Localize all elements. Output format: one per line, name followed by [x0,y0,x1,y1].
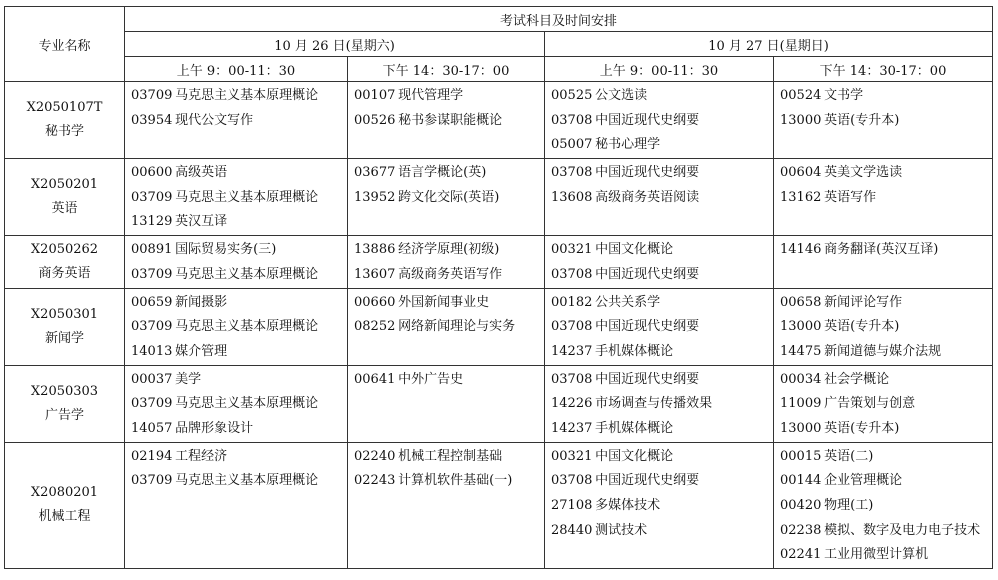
slot-cell [774,365,993,442]
course-entry [131,445,341,470]
slot-header-4: 下午 14：30-17：00 [774,57,993,82]
course-subject: 中外广告史 [398,371,464,387]
exam-schedule-table [4,6,993,569]
course-code: 00658 [780,294,822,310]
day-header-2: 10 月 27 日(星期日) [545,32,993,57]
slot-header-2: 下午 14：30-17：00 [348,57,545,82]
course-subject: 工业用微型计算机 [824,547,929,563]
major-code: X2050107T [26,100,103,116]
course-entry [551,133,767,158]
course-code: 14237 [551,343,593,359]
course-code: 03709 [131,189,173,205]
major-cell [5,442,125,568]
course-entry [780,445,986,470]
slot-cell [125,442,348,568]
course-subject: 马克思主义基本原理概论 [175,319,319,335]
slot-cell [774,288,993,365]
slot-cell [348,82,545,159]
major-name: 机械工程 [38,509,91,525]
course-code: 13886 [354,242,396,258]
major-cell [5,288,125,365]
course-subject: 中国文化概论 [595,242,674,258]
course-code: 13129 [131,214,173,230]
course-subject: 新闻摄影 [175,294,228,310]
course-code: 13000 [780,112,822,128]
course-code: 03709 [131,473,173,489]
course-subject: 模拟、数字及电力电子技术 [824,522,981,538]
course-code: 08252 [354,319,396,335]
course-subject: 手机媒体概论 [595,343,674,359]
course-code: 00321 [551,448,593,464]
course-subject: 高级商务英语写作 [398,266,503,282]
course-code: 00037 [131,371,173,387]
course-subject: 英语写作 [824,189,877,205]
course-code: 02241 [780,547,822,563]
course-entry [354,161,538,186]
course-code: 28440 [551,522,593,538]
course-subject: 英语(二) [824,448,874,464]
course-subject: 马克思主义基本原理概论 [175,396,319,412]
course-subject: 中国近现代史纲要 [595,371,700,387]
course-subject: 手机媒体概论 [595,420,674,436]
table-row [5,236,993,288]
course-code: 02243 [354,473,396,489]
schedule-body [5,82,993,569]
major-cell [5,236,125,288]
course-entry [354,186,538,211]
course-entry [354,315,538,340]
course-entry [780,186,986,211]
course-subject: 外国新闻事业史 [398,294,490,310]
course-entry [131,84,341,109]
course-subject: 高级商务英语阅读 [595,189,700,205]
course-code: 00420 [780,498,822,513]
course-code: 14057 [131,420,173,436]
course-subject: 马克思主义基本原理概论 [175,88,319,103]
major-name: 商务英语 [38,265,91,281]
course-entry [780,368,986,393]
slot-cell [125,288,348,365]
course-entry [780,417,986,442]
course-subject: 社会学概论 [824,371,890,387]
course-code: 03708 [551,165,593,181]
course-subject: 中国近现代史纲要 [595,266,700,282]
course-code: 11009 [780,396,822,412]
major-name: 秘书学 [44,124,84,140]
course-subject: 马克思主义基本原理概论 [175,266,319,282]
exam-schedule-sheet [4,6,992,569]
course-code: 03708 [551,266,593,282]
course-entry [354,263,538,288]
course-entry [131,109,341,134]
major-cell [5,159,125,236]
course-entry [780,494,986,519]
course-entry [551,417,767,442]
course-subject: 物理(工) [824,498,874,513]
course-entry [354,84,538,109]
course-entry [551,519,767,544]
slot-cell [125,159,348,236]
course-entry [131,186,341,211]
day-header-1: 10 月 26 日(星期六) [125,32,545,57]
course-subject: 机械工程控制基础 [398,448,503,464]
course-subject: 媒介管理 [175,343,228,359]
course-subject: 国际贸易实务(三) [175,242,277,258]
course-entry [551,315,767,340]
course-entry [354,291,538,316]
course-code: 00660 [354,294,396,310]
slot-cell [545,82,774,159]
course-subject: 高级英语 [175,165,228,181]
course-code: 03709 [131,266,173,282]
major-name: 新闻学 [44,330,84,346]
course-subject: 计算机软件基础(一) [398,473,513,489]
slot-cell [774,442,993,568]
slot-cell [125,365,348,442]
course-subject: 测试技术 [595,522,648,538]
course-code: 00321 [551,242,593,258]
slot-cell [545,236,774,288]
course-subject: 中国近现代史纲要 [595,165,700,181]
table-row [5,442,993,568]
course-entry [551,186,767,211]
course-code: 14146 [780,242,822,258]
course-code: 03954 [131,112,173,128]
major-column-header: 专业名称 [5,7,125,82]
course-subject: 英语(专升本) [824,420,900,436]
course-entry [780,315,986,340]
course-entry [780,109,986,134]
major-code: X2050301 [30,306,99,322]
course-code: 03708 [551,319,593,335]
course-subject: 公文选读 [595,88,648,103]
course-entry [354,109,538,134]
course-entry [780,291,986,316]
course-subject: 现代公文写作 [175,112,254,128]
course-subject: 中国文化概论 [595,448,674,464]
course-code: 03709 [131,319,173,335]
course-code: 14237 [551,420,593,436]
course-code: 03708 [551,473,593,489]
course-subject: 中国近现代史纲要 [595,112,700,128]
course-subject: 马克思主义基本原理概论 [175,473,319,489]
course-entry [551,469,767,494]
course-subject: 新闻道德与媒介法规 [824,343,942,359]
course-code: 00659 [131,294,173,310]
course-code: 02238 [780,522,822,538]
slot-cell [545,159,774,236]
course-subject: 英语(专升本) [824,112,900,128]
course-subject: 新闻评论写作 [824,294,903,310]
course-entry [131,315,341,340]
course-subject: 文书学 [824,88,864,103]
major-code: X2050201 [30,177,99,193]
course-entry [551,494,767,519]
course-code: 00034 [780,371,822,387]
course-subject: 中国近现代史纲要 [595,319,700,335]
course-code: 00524 [780,88,822,103]
course-entry [551,291,767,316]
course-subject: 中国近现代史纲要 [595,473,700,489]
course-entry [780,84,986,109]
major-cell [5,365,125,442]
course-entry [131,469,341,494]
major-cell [5,82,125,159]
course-code: 00015 [780,448,822,464]
course-entry [780,469,986,494]
course-entry [131,238,341,263]
table-row [5,82,993,159]
course-entry [551,392,767,417]
course-entry [551,445,767,470]
course-subject: 商务翻译(英汉互译) [824,242,939,258]
course-code: 00525 [551,88,593,103]
course-subject: 秘书心理学 [595,137,661,153]
slot-cell [348,236,545,288]
course-subject: 语言学概论(英) [398,165,487,181]
course-entry [551,161,767,186]
course-entry [354,469,538,494]
course-code: 13607 [354,266,396,282]
course-code: 00144 [780,473,822,489]
course-code: 14226 [551,396,593,412]
major-code: X2080201 [30,485,99,501]
course-code: 14475 [780,343,822,359]
course-code: 00600 [131,165,173,181]
course-subject: 广告策划与创意 [824,396,916,412]
slot-cell [348,365,545,442]
course-entry [354,238,538,263]
course-subject: 英美文学选读 [824,165,903,181]
course-entry [551,84,767,109]
slot-cell [545,365,774,442]
course-code: 13000 [780,319,822,335]
course-code: 13162 [780,189,822,205]
major-code: X2050303 [30,383,99,399]
course-entry [780,543,986,568]
course-subject: 网络新闻理论与实务 [398,319,516,335]
course-entry [780,340,986,365]
course-code: 03709 [131,396,173,412]
major-code: X2050262 [30,241,99,257]
course-entry [551,263,767,288]
course-code: 13952 [354,189,396,205]
course-entry [131,392,341,417]
slot-cell [774,82,993,159]
table-row [5,159,993,236]
course-entry [551,340,767,365]
slot-cell [348,442,545,568]
course-subject: 品牌形象设计 [175,420,254,436]
course-code: 03708 [551,112,593,128]
course-subject: 经济学原理(初级) [398,242,500,258]
course-code: 13608 [551,189,593,205]
course-subject: 现代管理学 [398,88,464,103]
major-name: 英语 [51,201,78,217]
slot-cell [348,159,545,236]
course-subject: 企业管理概论 [824,473,903,489]
slot-cell [125,236,348,288]
course-entry [551,368,767,393]
course-code: 13000 [780,420,822,436]
course-subject: 跨文化交际(英语) [398,189,500,205]
table-row [5,288,993,365]
course-code: 02240 [354,448,396,464]
slot-cell [125,82,348,159]
course-subject: 公共关系学 [595,294,661,310]
course-subject: 市场调查与传播效果 [595,396,713,412]
schedule-title: 考试科目及时间安排 [125,7,993,32]
course-code: 05007 [551,137,593,153]
course-entry [131,263,341,288]
course-entry [780,238,986,263]
course-subject: 英语(专升本) [824,319,900,335]
course-code: 27108 [551,498,593,513]
slot-cell [774,159,993,236]
slot-cell [774,236,993,288]
course-entry [780,519,986,544]
slot-header-1: 上午 9：00-11：30 [125,57,348,82]
course-code: 00182 [551,294,593,310]
course-code: 00641 [354,371,396,387]
course-subject: 多媒体技术 [595,498,661,513]
course-entry [131,161,341,186]
course-entry [551,238,767,263]
major-name: 广告学 [44,407,84,423]
course-code: 14013 [131,343,173,359]
course-code: 00107 [354,88,396,103]
course-entry [131,417,341,442]
course-subject: 美学 [175,371,202,387]
course-entry [131,340,341,365]
course-subject: 工程经济 [175,448,228,464]
course-entry [354,368,538,393]
course-entry [780,392,986,417]
course-code: 00604 [780,165,822,181]
course-subject: 英汉互译 [175,214,228,230]
table-row [5,365,993,442]
course-subject: 马克思主义基本原理概论 [175,189,319,205]
course-code: 03677 [354,165,396,181]
course-code: 03708 [551,371,593,387]
course-code: 00526 [354,112,396,128]
slot-header-3: 上午 9：00-11：30 [545,57,774,82]
course-entry [780,161,986,186]
slot-cell [545,442,774,568]
course-code: 00891 [131,242,173,258]
slot-cell [348,288,545,365]
course-entry [131,210,341,235]
course-entry [354,445,538,470]
course-entry [131,368,341,393]
course-code: 02194 [131,448,173,464]
course-code: 03709 [131,88,173,103]
slot-cell [545,288,774,365]
course-entry [551,109,767,134]
course-subject: 秘书参谋职能概论 [398,112,503,128]
course-entry [131,291,341,316]
